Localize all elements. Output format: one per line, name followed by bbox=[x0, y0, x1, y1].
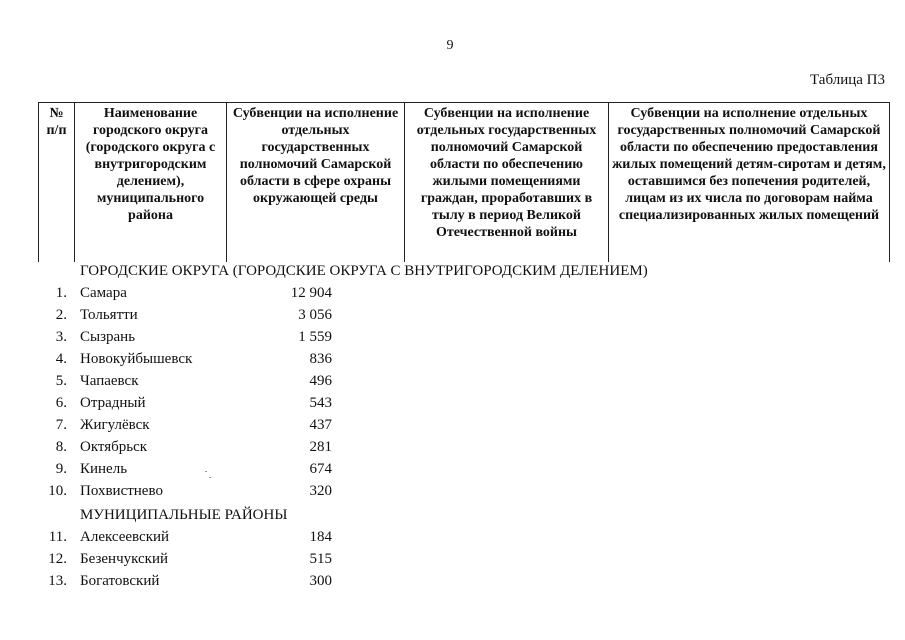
section-title: МУНИЦИПАЛЬНЫЕ РАЙОНЫ bbox=[80, 507, 288, 523]
row-name: Похвистнево bbox=[80, 483, 163, 499]
row-name: Октябрьск bbox=[80, 439, 148, 455]
row-number: 1. bbox=[55, 285, 67, 301]
header-row bbox=[39, 103, 890, 263]
header-environment-subvention: Субвенции на исполнение отдельных государственных полномочий Самарской области в сфере охраны окружающей среды bbox=[227, 103, 405, 263]
table-header bbox=[38, 102, 890, 262]
row-number: 4. bbox=[55, 351, 67, 367]
row-value: 281 bbox=[309, 439, 332, 455]
table-caption: Таблица П3 bbox=[810, 72, 885, 88]
row-name: Жигулёвск bbox=[80, 417, 150, 433]
row-name: Самара bbox=[80, 285, 127, 301]
row-name: Кинель bbox=[80, 461, 128, 477]
row-value: 437 bbox=[309, 417, 332, 433]
row-number: 7. bbox=[55, 417, 67, 433]
row-value: 12 904 bbox=[290, 285, 332, 301]
scan-speck bbox=[209, 477, 211, 478]
row-number: 11. bbox=[48, 529, 67, 545]
row-value: 300 bbox=[309, 573, 332, 589]
row-name: Отрадный bbox=[80, 395, 146, 411]
row-value: 836 bbox=[309, 351, 332, 367]
row-number: 12. bbox=[48, 551, 67, 567]
row-name: Безенчукский bbox=[80, 551, 169, 567]
row-name: Новокуйбышевск bbox=[80, 351, 193, 367]
row-value: 515 bbox=[309, 551, 332, 567]
page-number: 9 bbox=[446, 38, 454, 53]
row-value: 1 559 bbox=[298, 329, 332, 345]
scan-speck bbox=[205, 471, 207, 472]
row-value: 496 bbox=[309, 373, 332, 389]
header-district-name: Наименование городского округа (городского округа с внутригородским делением), муниципального района bbox=[75, 103, 227, 263]
row-name: Богатовский bbox=[80, 573, 160, 589]
header-housing-orphans-subvention: Субвенции на исполнение отдельных государственных полномочий Самарской области по обеспечению предоставления жилых помещений детям-сиротам и детям, оставшимся без попечения родителей, лицам из их числа по договорам найма специализированных жилых помещений bbox=[609, 103, 890, 263]
header-number: № п/п bbox=[39, 103, 75, 263]
row-value: 674 bbox=[309, 461, 332, 477]
row-number: 13. bbox=[48, 573, 67, 589]
row-number: 5. bbox=[55, 373, 67, 389]
section-title: ГОРОДСКИЕ ОКРУГА (ГОРОДСКИЕ ОКРУГА С ВНУТРИГОРОДСКИМ ДЕЛЕНИЕМ) bbox=[80, 263, 648, 279]
row-value: 3 056 bbox=[298, 307, 332, 323]
row-name: Чапаевск bbox=[80, 373, 139, 389]
row-number: 3. bbox=[55, 329, 67, 345]
row-number: 8. bbox=[55, 439, 67, 455]
row-number: 6. bbox=[55, 395, 67, 411]
row-number: 2. bbox=[55, 307, 67, 323]
row-name: Тольятти bbox=[80, 307, 138, 323]
row-value: 543 bbox=[309, 395, 332, 411]
row-number: 10. bbox=[48, 483, 67, 499]
header-housing-veterans-subvention: Субвенции на исполнение отдельных государственных полномочий Самарской области по обеспечению жилыми помещениями граждан, проработавших в тылу в период Великой Отечественной войны bbox=[405, 103, 609, 263]
row-number: 9. bbox=[55, 461, 67, 477]
row-value: 320 bbox=[309, 483, 332, 499]
row-name: Алексеевский bbox=[80, 529, 170, 545]
row-name: Сызрань bbox=[80, 329, 136, 345]
row-value: 184 bbox=[309, 529, 332, 545]
